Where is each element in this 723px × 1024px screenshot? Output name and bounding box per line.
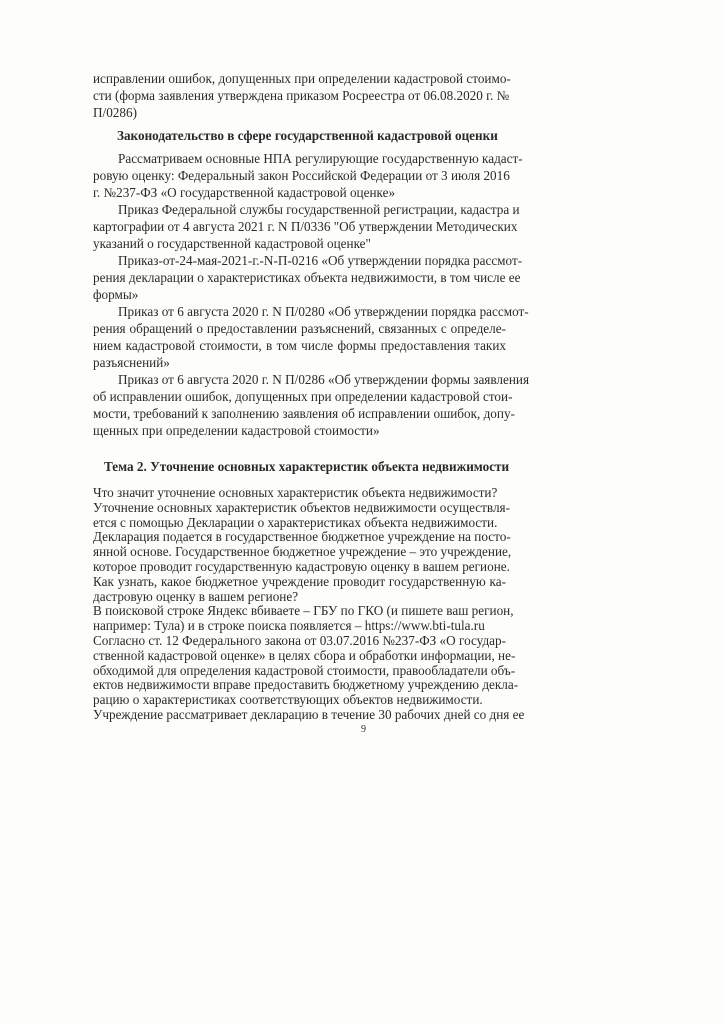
text-line: ственной кадастровой оценке» в целях сбора и обработки информации, не- [93,647,516,663]
text-line: Рассматриваем основные НПА регулирующие государственную кадаст- [118,151,523,166]
text-line: рения обращений о предоставлении разъяснений, связанных с определе- [93,321,506,336]
text-line: Декларация подается в государственное бюджетное учреждение на посто- [93,529,511,545]
text-line: об исправлении ошибок, допущенных при определении кадастровой стои- [93,389,513,404]
text-line: Что значит уточнение основных характеристик объекта недвижимости? [93,485,498,500]
text-line: обходимой для определения кадастровой стоимости, правообладатели объ- [93,662,516,678]
section-heading-topic-2: Тема 2. Уточнение основных характеристик объекта недвижимости [104,459,510,474]
text-line: рения декларации о характеристиках объекта недвижимости, в том числе ее [93,270,521,285]
text-line: мости, требований к заполнению заявления об исправлении ошибок, допу- [93,406,515,421]
text-line: формы» [93,287,139,302]
text-line: рацию о характеристиках соответствующих объектов недвижимости. [93,692,483,708]
text-line: ровую оценку: Федеральный закон Российской Федерации от 3 июля 2016 [93,168,510,183]
page-number: 9 [361,724,366,735]
text-line: например: Тула) и в строке поиска появляется – https://www.bti-tula.ru [93,618,485,634]
text-line: исправлении ошибок, допущенных при определении кадастровой стоимо- [93,71,511,86]
section-heading-legislation: Законодательство в сфере государственной кадастровой оценки [117,128,498,143]
text-line: Согласно ст. 12 Федерального закона от 03.07.2016 №237-ФЗ «О государ- [93,632,506,648]
text-line: разъяснений» [93,355,170,370]
legislation-body [93,150,530,439]
text-line: которое проводит государственную кадастровую оценку в вашем регионе. [93,558,510,574]
text-line: картографии от 4 августа 2021 г. N П/0336 "Об утверждении Методических [93,219,518,234]
text-line: щенных при определении кадастровой стоимости» [93,423,380,438]
intro-paragraph [93,70,511,121]
text-line: Приказ от 6 августа 2020 г. N П/0280 «Об утверждении порядка рассмот- [118,304,529,319]
text-line: нием кадастровой стоимости, в том числе формы предоставления таких [93,338,506,353]
topic-2-body [93,485,525,723]
text-line: г. №237-ФЗ «О государственной кадастровой оценке» [93,185,396,200]
text-line: Как узнать, какое бюджетное учреждение проводит государственную ка- [93,573,506,589]
text-line: Приказ от 6 августа 2020 г. N П/0286 «Об утверждении формы заявления [118,372,530,387]
text-line: Приказ Федеральной службы государственной регистрации, кадастра и [118,202,520,217]
text-line: Учреждение рассматривает декларацию в течение 30 рабочих дней со дня ее [93,706,525,722]
text-line: Приказ-от-24-мая-2021-г.-N-П-0216 «Об утверждении порядка рассмот- [118,253,523,268]
text-line: П/0286) [93,105,137,120]
text-line: дастровую оценку в вашем регионе? [93,588,299,604]
text-line: В поисковой строке Яндекс вбиваете – ГБУ по ГКО (и пишете ваш регион, [93,603,514,619]
text-line: ется с помощью Декларации о характеристиках объекта недвижимости. [93,514,498,530]
text-line: ектов недвижимости вправе предоставить бюджетному учреждению декла- [93,677,519,693]
text-line: Уточнение основных характеристик объектов недвижимости осуществля- [93,499,511,515]
text-line: указаний о государственной кадастровой оценке" [93,236,371,251]
text-line: сти (форма заявления утверждена приказом Росреестра от 06.08.2020 г. № [93,88,510,103]
text-line: янной основе. Государственное бюджетное учреждение – это учреждение, [93,544,512,560]
